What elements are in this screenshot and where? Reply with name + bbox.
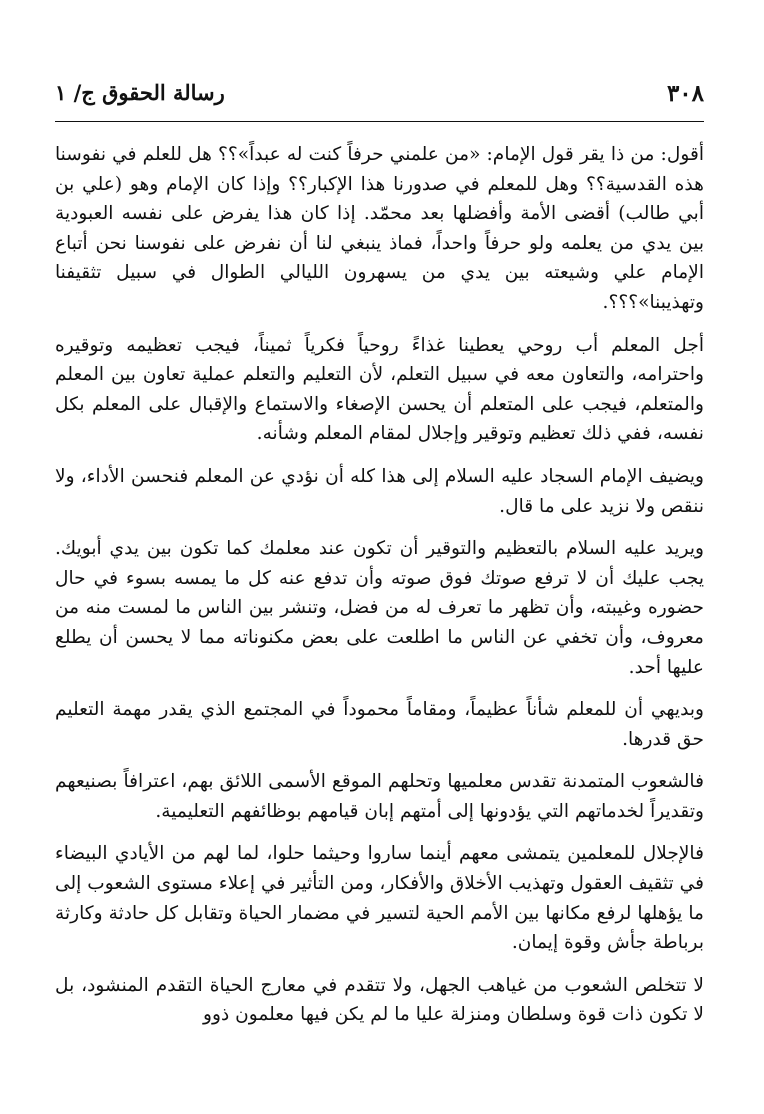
page-number: ٣٠٨ [666, 80, 704, 107]
paragraph: لا تتخلص الشعوب من غياهب الجهل، ولا تتقدم في معارج الحياة التقدم المنشود، بل لا تكون ذات قوة وسلطان ومنزلة عليا ما لم يكن فيها معلمون ذوو [55, 974, 704, 1026]
paragraph: أقول: من ذا يقر قول الإمام: «من علمني حرفاً كنت له عبداً»؟؟ هل للعلم في نفوسنا هذه القدسية؟؟ وهل للمعلم في صدورنا هذا الإكبار؟؟ وإذا كان الإمام وهو (علي بن أبي طالب) أقضى الأمة وأفضلها بعد محمّد. إذا كان هذا يفرض على نفسه العبودية بين يدي من يعلمه ولو حرفاً واحداً، فماذ ينبغي لنا أن نفرض على نفوسنا نحن أتباع الإمام علي وشيعته بين يدي من يسهرون الليالي الطوال في سبيل تثقيفنا وتهذيبنا»؟؟؟. [55, 144, 704, 313]
page-body [55, 140, 704, 1043]
paragraph: وبديهي أن للمعلم شأناً عظيماً، ومقاماً محموداً في المجتمع الذي يقدر مهمة التعليم حق قدرها. [55, 699, 704, 750]
paragraph: ويضيف الإمام السجاد عليه السلام إلى هذا كله أن نؤدي عن المعلم فنحسن الأداء، ولا ننقص ولا نزيد على ما قال. [55, 465, 704, 517]
header-divider [55, 121, 704, 122]
page-header [55, 80, 704, 116]
paragraph: ويريد عليه السلام بالتعظيم والتوقير أن تكون عند معلمك كما تكون بين يدي أبويك. يجب عليك أن لا ترفع صوتك فوق صوته وأن تدفع عنه كل ما يمسه بسوء في حال حضوره وغيبته، وأن تظهر ما تعرف له من فضل، وتنشر بين الناس ما لمست منه من معروف، وأن تخفي عن الناس ما اطلعت على بعض مكنوناته مما لا يحسن أن يطلع عليها أحد. [55, 538, 704, 678]
running-title: رسالة الحقوق ج/ ١ [55, 80, 225, 105]
paragraph: فالشعوب المتمدنة تقدس معلميها وتحلهم الموقع الأسمى اللائق بهم، اعترافاً بصنيعهم وتقديراً لخدماتهم التي يؤدونها إلى أمتهم إبان قيامهم بوظائفهم التعليمية. [55, 771, 704, 822]
paragraph: فالإجلال للمعلمين يتمشى معهم أينما ساروا وحيثما حلوا، لما لهم من الأيادي البيضاء في تثقيف العقول وتهذيب الأخلاق والأفكار، ومن التأثير في إعلاء مستوى الشعوب إلى ما يؤهلها لرفع مكانها بين الأمم الحية لتسير في مضمار الحياة وتقابل كل حادثة وكارثة برباطة جأش وقوة إيمان. [55, 843, 704, 954]
paragraph: أجل المعلم أب روحي يعطينا غذاءً روحياً فكرياً ثميناً، فيجب تعظيمه وتوقيره واحترامه، والتعاون معه في سبيل التعلم، لأن التعليم والتعلم عملية تعاون بين المعلم والمتعلم، فيجب على المتعلم أن يحسن الإصغاء والاستماع والإقبال على المعلم بكل نفسه، ففي ذلك تعظيم وتوقير وإجلال لمقام المعلم وشأنه. [55, 334, 704, 445]
